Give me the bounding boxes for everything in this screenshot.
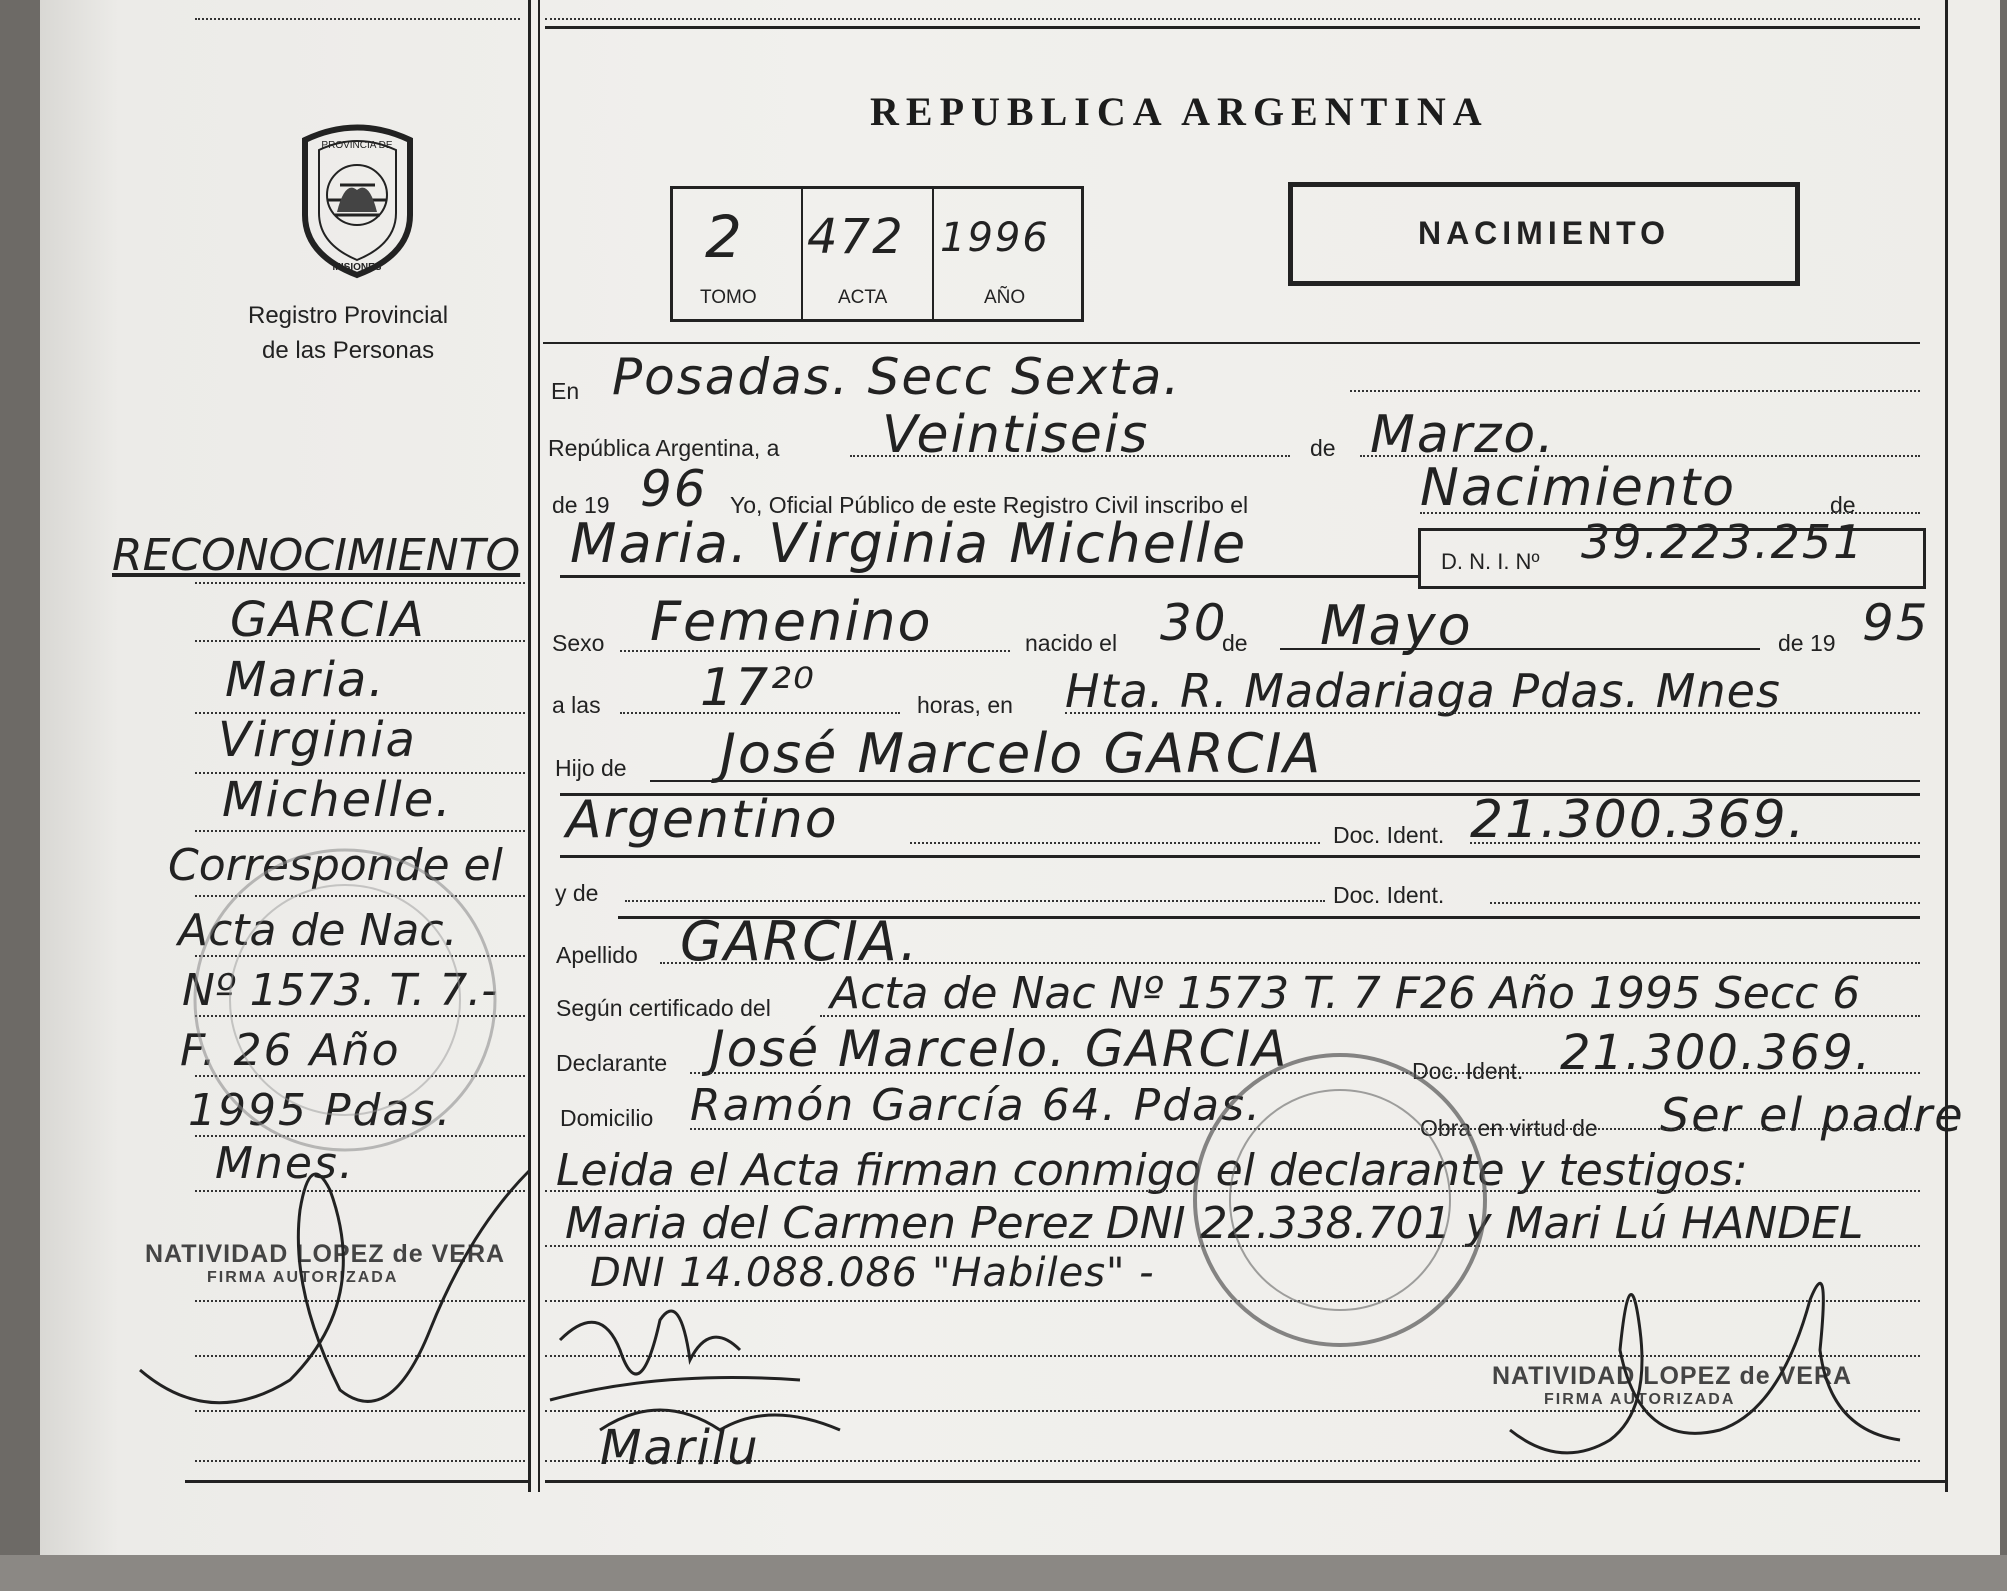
signature-right bbox=[1500, 1210, 1920, 1470]
declarante-doc: 21.300.369. bbox=[1560, 1025, 1873, 1081]
apellido-value: GARCIA. bbox=[680, 910, 920, 973]
ano-value: 1996 bbox=[940, 215, 1050, 261]
margin-note-line: Mnes. bbox=[215, 1138, 355, 1189]
signature-left bbox=[130, 1130, 570, 1430]
stamp-role: FIRMA AUTORIZADA bbox=[1544, 1391, 1736, 1408]
de-label2: de bbox=[1830, 492, 1856, 518]
svg-text:MISIONES: MISIONES bbox=[332, 262, 382, 273]
record-type: NACIMIENTO bbox=[1417, 215, 1671, 251]
stamp-name: NATIVIDAD LOPEZ de VERA bbox=[145, 1240, 506, 1268]
svg-text:PROVINCIA DE: PROVINCIA DE bbox=[321, 140, 393, 151]
table-surface bbox=[0, 1555, 2007, 1591]
dotted-line bbox=[1420, 512, 1920, 514]
certificado-value: Acta de Nac Nº 1573 T. 7 F26 Año 1995 Secc 6 bbox=[830, 968, 1861, 1019]
misiones-seal bbox=[285, 120, 430, 280]
republica-label: República Argentina, a bbox=[548, 435, 780, 461]
margin-note-line: Michelle. bbox=[222, 772, 453, 828]
segun-label: Según certificado del bbox=[556, 995, 771, 1021]
dotted-line bbox=[195, 712, 525, 714]
oficial-text: Yo, Oficial Público de este Registro Civil inscribo el bbox=[730, 492, 1249, 518]
ano-cell bbox=[932, 189, 1082, 319]
dotted-line bbox=[1065, 712, 1920, 714]
tomo-value: 2 bbox=[705, 203, 744, 271]
declarante-value: José Marcelo. GARCIA bbox=[710, 1020, 1289, 1078]
declarante-label: Declarante bbox=[556, 1050, 668, 1076]
sexo-value: Femenino bbox=[650, 590, 933, 653]
place-value: Posadas. Secc Sexta. bbox=[612, 348, 1182, 406]
stamp-name: NATIVIDAD LOPEZ de VERA bbox=[1492, 1362, 1853, 1390]
father-name: José Marcelo GARCIA bbox=[720, 722, 1323, 785]
ano-label: AÑO bbox=[984, 287, 1026, 308]
right-border bbox=[1945, 0, 1948, 1492]
form-rule bbox=[560, 575, 1420, 578]
margin-note-line: Maria. bbox=[225, 652, 386, 708]
remark-line: DNI 14.088.086 "Habiles" - bbox=[590, 1250, 1155, 1296]
acta-cell bbox=[801, 189, 933, 319]
birth-day: 30 bbox=[1160, 594, 1228, 652]
domicilio-label: Domicilio bbox=[560, 1105, 654, 1131]
record-type-box bbox=[1288, 182, 1800, 286]
child-name: Maria. Virginia Michelle bbox=[570, 512, 1248, 575]
dni-box bbox=[1418, 515, 1926, 589]
margin-note-line: Nº 1573. T. 7.- bbox=[182, 965, 498, 1016]
margin-note-line: Acta de Nac. bbox=[178, 905, 458, 956]
form-rule bbox=[650, 780, 1920, 782]
hijo-label: Hijo de bbox=[555, 755, 627, 781]
doc-ident-label3: Doc. Ident. bbox=[1412, 1058, 1524, 1084]
remark-line: Maria del Carmen Perez DNI 22.338.701 y Mari Lú HANDEL bbox=[565, 1198, 1864, 1249]
tomo-label: TOMO bbox=[700, 287, 757, 308]
dotted-line bbox=[195, 830, 525, 832]
birth-place: Hta. R. Madariaga Pdas. Mnes bbox=[1065, 664, 1781, 718]
dotted-line bbox=[1470, 842, 1920, 844]
margin-note-line: GARCIA bbox=[230, 592, 426, 648]
acta-value: 472 bbox=[807, 209, 905, 265]
month-value: Marzo. bbox=[1370, 405, 1556, 465]
dotted-line bbox=[625, 900, 1325, 902]
father-doc: 21.300.369. bbox=[1470, 790, 1807, 850]
tomo-cell bbox=[670, 189, 800, 319]
registry-name-line2: de las Personas bbox=[262, 337, 435, 364]
bottom-rule bbox=[185, 1480, 530, 1483]
bottom-rule bbox=[545, 1480, 1945, 1483]
dotted-line bbox=[820, 1015, 1920, 1017]
dotted-line bbox=[195, 1460, 525, 1462]
form-rule bbox=[560, 855, 1920, 858]
birth-month: Mayo bbox=[1320, 594, 1473, 657]
obra-value: Ser el padre bbox=[1660, 1088, 1965, 1142]
obra-label: Obra en virtud de bbox=[1420, 1115, 1598, 1141]
dni-value: 39.223.251 bbox=[1581, 515, 1865, 569]
inscribe-type: Nacimiento bbox=[1420, 458, 1737, 518]
a-las-label: a las bbox=[552, 692, 601, 718]
dni-label: D. N. I. Nº bbox=[1441, 549, 1540, 574]
horas-label: horas, en bbox=[917, 692, 1013, 718]
stamp-role: FIRMA AUTORIZADA bbox=[207, 1269, 399, 1286]
dotted-line bbox=[1360, 455, 1920, 457]
de-label: de bbox=[1310, 435, 1336, 461]
birth-year: 95 bbox=[1862, 594, 1930, 652]
dotted-line bbox=[660, 962, 1920, 964]
father-nationality: Argentino bbox=[566, 790, 839, 850]
top-dotted-line bbox=[545, 18, 1920, 20]
doc-ident-label: Doc. Ident. bbox=[1333, 822, 1445, 848]
en-label: En bbox=[551, 378, 580, 404]
round-seal-right bbox=[1185, 1045, 1495, 1355]
dotted-line bbox=[1350, 390, 1920, 392]
dotted-line bbox=[1490, 902, 1920, 904]
year-prefix: de 19 bbox=[552, 492, 610, 518]
dotted-line bbox=[620, 650, 1010, 652]
registry-name: Registro Provincial bbox=[248, 302, 449, 329]
top-rule bbox=[545, 26, 1920, 29]
nacido-label: nacido el bbox=[1025, 630, 1118, 656]
sexo-label: Sexo bbox=[552, 630, 605, 656]
dotted-line bbox=[195, 772, 525, 774]
margin-note-line: 1995 Pdas. bbox=[188, 1085, 453, 1136]
page-title: REPUBLICA ARGENTINA bbox=[870, 89, 1489, 134]
form-rule bbox=[543, 342, 1920, 344]
margin-note-title: RECONOCIMIENTO bbox=[112, 530, 521, 581]
de-label3: de bbox=[1222, 630, 1248, 656]
acta-label: ACTA bbox=[838, 287, 888, 308]
margin-note-line: F. 26 Año bbox=[180, 1025, 401, 1076]
remark-line: Leida el Acta firman conmigo el declarante y testigos: bbox=[556, 1145, 1748, 1196]
top-dotted-line bbox=[195, 18, 520, 20]
signature-name: Marilu bbox=[600, 1420, 760, 1476]
dotted-line bbox=[910, 842, 1320, 844]
doc-ident-label2: Doc. Ident. bbox=[1333, 882, 1445, 908]
domicilio-value: Ramón García 64. Pdas. bbox=[690, 1080, 1262, 1131]
y-de-label: y de bbox=[555, 880, 599, 906]
day-value: Veintiseis bbox=[882, 405, 1150, 465]
apellido-label: Apellido bbox=[556, 942, 638, 968]
year-suffix: 96 bbox=[640, 460, 708, 518]
year-label: de 19 bbox=[1778, 630, 1836, 656]
margin-note-line: Virginia bbox=[218, 712, 417, 768]
form-rule bbox=[1280, 648, 1760, 650]
dotted-line bbox=[195, 640, 525, 642]
margin-note-line: Corresponde el bbox=[168, 840, 503, 891]
dotted-line bbox=[195, 582, 525, 584]
hour-value: 17²⁰ bbox=[700, 658, 816, 718]
record-id-box bbox=[670, 186, 1084, 322]
round-seal-left bbox=[180, 840, 510, 1160]
